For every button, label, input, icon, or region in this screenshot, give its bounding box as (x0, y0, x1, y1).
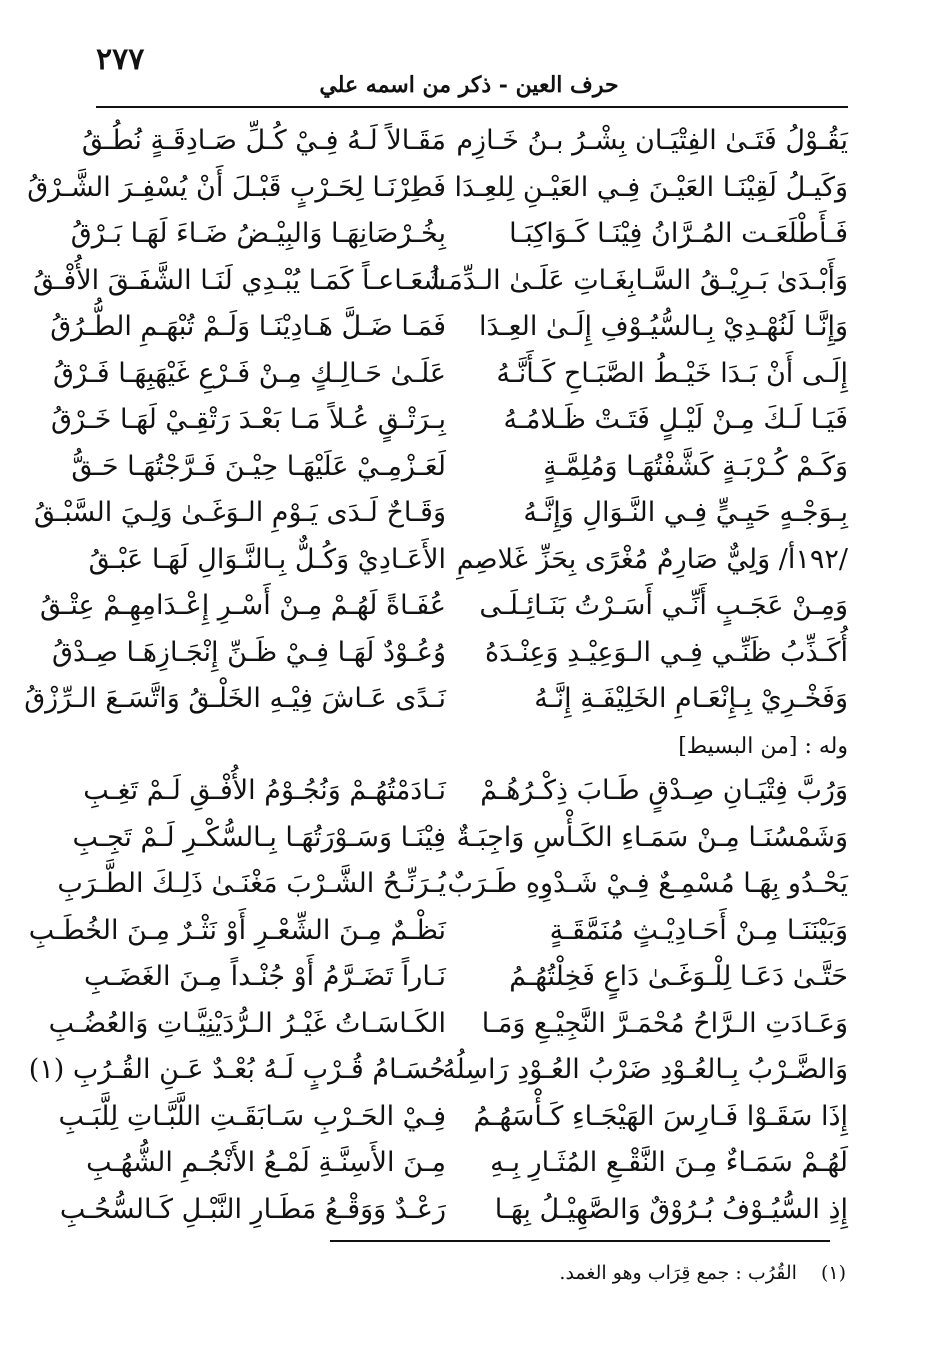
page-number: ٢٧٧ (96, 42, 145, 77)
poem1-right-column (432, 118, 848, 723)
verse-line: /١٩٢أ/ وَلِيٌّ صَارِمٌ مُغْرًى بِحَزِّ غَلاصِمِ (456, 543, 848, 575)
verse-line: وَكَيـلُ لَقِيْنَـا العَيْـنَ فِـي العَيْـنِ لِلعِـدَا (454, 171, 848, 203)
verse-line: فَيَـا لَـكَ مِـنْ لَيْـلٍ فَتَـتْ ظَـلامُـهُ (503, 404, 848, 435)
verse-line: نَظْـمٌ مِـنَ الشِّعْـرِ أَوْ نَثْـرٌ مِـنَ الخُطَـبِ (28, 914, 446, 946)
verse-line: فَـأَطْلَعَـت المُـرَّانُ فِيْنَـا كَـوَاكِبَـا (509, 218, 848, 249)
footnote-text: القُرُب : جمع قِرَاب وهو الغمد. (559, 1262, 797, 1284)
verse-line: وَبَيْنَنَـا مِـنْ أَحَـادِيْـثٍ مُنَمَّقَـةٍ (549, 914, 848, 946)
verse-line: إِذِ السُّيُـوْفُ بُـرُوْقٌ وَالصَّهِيْـلُ بِهَـا (494, 1193, 848, 1225)
verse-line: وَشَمْسُنَـا مِـنْ سَمَـاءِ الكَـأْسِ وَاجِبَـةٌ (456, 821, 848, 853)
verse-line: وَقَـاحٌ لَـدَى يَـوْمِ الـوَغَـىٰ وَلِـيَ السَّبْـقُ (33, 497, 446, 528)
verse-line: وَكَـمْ كُـرْبَـةٍ كَشَّفْتُهَـا وَمُلِمَّـةٍ (543, 450, 848, 482)
verse-line: وُعُـوْدٌ لَهَـا فِـيْ ظَـنِّ إِنْجَـازِهَـا صِـدْقُ (52, 636, 446, 668)
verse-line: مِـنَ الأَسِنَّـةِ لَمْـعُ الأَنْجُـمِ الشُّهُـبِ (86, 1147, 446, 1178)
verse-line: فِيْنَـا وَسَـوْرَتُهَـا بِـالسُّكْـرِ لَـمْ تَجِـبِ (72, 821, 446, 853)
verse-line: مَقَـالاً لَـهُ فِـيْ كُـلِّ صَـادِقَـةٍ نُطُـقُ (81, 125, 446, 156)
verse-line: بِـرَتْـقٍ عُـلاً مَـا بَعْـدَ رَتْقِـيْ لَهَـا خَـرْقُ (51, 404, 446, 435)
footnote (246, 1262, 846, 1284)
verse-line: حُسَـامُ قُـرْبٍ لَـهُ بُعْـدٌ عَـنِ القُـرُبِ (١) (28, 1054, 446, 1085)
verse-line: عُفَـاةً لَهُـمْ مِـنْ أَسْـرِ إِعْـدَامِهِـمْ عِتْـقُ (39, 590, 446, 621)
verse-line: يُـرَنِّـحُ الشَّـرْبَ مَغْنَـىٰ ذَلِـكَ الطَّـرَبِ (57, 868, 446, 899)
poem2-right-column (442, 768, 848, 1233)
verse-line: عَلَـىٰ حَـالِـكٍ مِـنْ فَـرْعِ غَيْهَبِهَـا فَـرْقُ (53, 357, 446, 389)
verse-line: حَتَّـىٰ دَعَـا لِلْـوَغَـىٰ دَاعٍ فَخِلْتُهُـمُ (509, 961, 848, 992)
header-rule (96, 106, 848, 108)
verse-line: نَـدًى عَـاشَ فِيْـهِ الخَلْـقُ وَاتَّسَـعَ الـرِّزْقُ (24, 683, 446, 714)
verse-line: يَحْـدُو بِهَـا مُسْمِـعٌ فِـيْ شَـدْوِهِ طَـرَبٌ (447, 868, 848, 899)
poem2-left-column (28, 768, 446, 1233)
verse-line: يَقُـوْلُ فَتَـىٰ الفِتْيَـان بِشْـرُ بـنُ خَـازِم (456, 125, 848, 156)
poem2-heading: وله : [من البسيط] (678, 734, 848, 759)
verse-line: الأَعَـادِيْ وَكُـلٌّ بِـالنَّـوَالِ لَهَـا عَبْـقُ (88, 543, 446, 575)
verse-line: لَهُـمْ سَمَـاءٌ مِـنَ النَّقْـعِ المُثَـارِ بِـهِ (490, 1147, 848, 1178)
verse-line: وَعَـادَتِ الـرَّاحُ مُحْمَـرَّ النَّجِيْـعِ وَمَـا (481, 1007, 848, 1039)
verse-line: بِخُـرْصَانِهَـا وَالبِيْـضُ ضَـاءَ لَهَـا بَـرْقُ (70, 218, 446, 249)
poem1-left-column (24, 118, 446, 723)
verse-line: شُعَـاعـاً كَمَـا يُبْـدِي لَنَـا الشَّفَـقَ الأُفْـقُ (32, 264, 446, 296)
verse-line: نَـاراً تَضَـرَّمُ أَوْ جُنْـداً مِـنَ الغَضَـبِ (83, 961, 446, 992)
verse-line: لَعَـزْمِـيْ عَلَيْهَـا حِيْـنَ فَـرَّجْتُهَـا حَـقُّ (71, 450, 446, 482)
verse-line: وَمِـنْ عَجَـبٍ أَنِّـي أَسَـرْتُ بَنَـائِـلَـى (479, 590, 848, 621)
verse-line: أُكَـذِّبُ ظَنِّـي فِـي الـوَعِيْـدِ وَعِنْـدَهُ (484, 636, 848, 668)
verse-line: وَرُبَّ فِتْيَـانِ صِـدْقٍ طَـابَ ذِكْـرُهُـمْ (480, 775, 848, 806)
verse-line: وَالضَّـرْبُ بِـالعُـوْدِ ضَرْبُ العُـوْدِ رَاسِلُهُ (442, 1054, 848, 1085)
verse-line: وَإِنَّـا لَنُهْـدِيْ بِـالسُّيُـوْفِ إِلَـىٰ العِـدَا (479, 311, 848, 342)
verse-line: الكَـاسَـاتُ غَيْـرُ الـرُّدَيْنِيَّـاتِ وَالعُضُـبِ (48, 1007, 446, 1039)
verse-line: إِذَا سَقَـوْا فَـارِسَ الهَيْجَـاءِ كَـأْسَهُـمُ (473, 1100, 848, 1132)
verse-line: فِـيْ الحَـرْبِ سَـابَقَـتِ اللَّبَّـاتِ لِلَّبَـبِ (58, 1100, 446, 1132)
verse-line: فَطِرْنَـا لِحَـرْبٍ قَبْـلَ أَنْ يُسْفِـرَ الشَّـرْقُ (27, 171, 446, 203)
verse-line: وَأَبْـدَىٰ بَـرِيْـقُ السَّـابِغَـاتِ عَلَـىٰ الـدِّمَـا (432, 264, 848, 296)
verse-line: بِـوَجْـهٍ حَيِـيٍّ فِـي النَّـوَالِ وَإِنَّـهُ (523, 497, 848, 528)
verse-line: إِلَـى أَنْ بَـدَا خَيْـطُ الصَّبَـاحِ كَـأَنَّـهُ (496, 357, 848, 389)
footnote-marker: (١) (820, 1262, 846, 1284)
verse-line: نَـادَمْتُهُـمْ وَنُجُـوْمُ الأُفْـقِ لَـمْ تَغِـبِ (83, 775, 446, 806)
verse-line: وَفَخْـرِيْ بِـإِنْعَـامِ الخَلِيْفَـةِ إِنَّـهُ (534, 683, 848, 714)
footnote-rule (330, 1240, 830, 1242)
verse-line: رَعْـدٌ وَوَقْـعُ مَطَـارِ النَّبْـلِ كَـالسُّحُـبِ (59, 1193, 446, 1225)
verse-line: فَمَـا ضَـلَّ هَـادِيْنَـا وَلَـمْ تُبْهَـمِ الطُّـرُقُ (50, 311, 446, 342)
running-title: حرف العين - ذكر من اسمه علي (319, 72, 619, 98)
